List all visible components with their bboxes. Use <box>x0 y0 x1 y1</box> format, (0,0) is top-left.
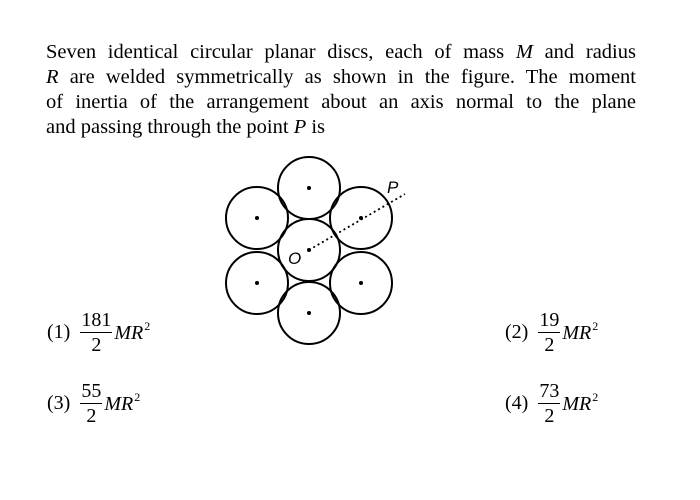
label-p: P <box>387 178 399 197</box>
denominator: 2 <box>91 333 102 356</box>
mr-term: $MR^2$ <box>114 319 151 344</box>
fraction <box>538 381 560 426</box>
numerator: 73 <box>539 379 560 402</box>
question-line-1: Seven identical circular planar discs, each of mass M and radius <box>46 41 636 63</box>
option-number: (1) <box>47 320 71 343</box>
center-dot <box>359 281 363 285</box>
disc-arrangement-figure <box>212 150 422 360</box>
center-dot <box>255 281 259 285</box>
fraction <box>538 310 560 355</box>
question-line-2: R are welded symmetrically as shown in the figure. The moment <box>46 66 636 88</box>
question-line-4: and passing through the point P is <box>46 116 326 138</box>
option-4[interactable] <box>505 374 598 432</box>
option-3[interactable] <box>47 374 140 432</box>
fraction <box>80 381 102 426</box>
option-number: (3) <box>47 391 71 414</box>
mr-term: $MR^2$ <box>562 390 599 415</box>
center-dot <box>307 311 311 315</box>
denominator: 2 <box>544 333 555 356</box>
denominator: 2 <box>544 404 555 427</box>
numerator: 19 <box>539 308 560 331</box>
fraction <box>80 310 112 355</box>
mr-term: $MR^2$ <box>104 390 141 415</box>
denominator: 2 <box>86 404 97 427</box>
option-2[interactable] <box>505 303 598 361</box>
question-text <box>46 40 636 140</box>
center-dot <box>255 216 259 220</box>
numerator: 181 <box>81 308 112 331</box>
mr-term: $MR^2$ <box>562 319 599 344</box>
label-o: O <box>288 249 302 268</box>
option-1[interactable] <box>47 303 150 361</box>
option-number: (2) <box>505 320 529 343</box>
question-line-3: of inertia of the arrangement about an axis normal to the plane <box>46 91 636 113</box>
center-dot <box>307 186 311 190</box>
numerator: 55 <box>81 379 102 402</box>
option-number: (4) <box>505 391 529 414</box>
